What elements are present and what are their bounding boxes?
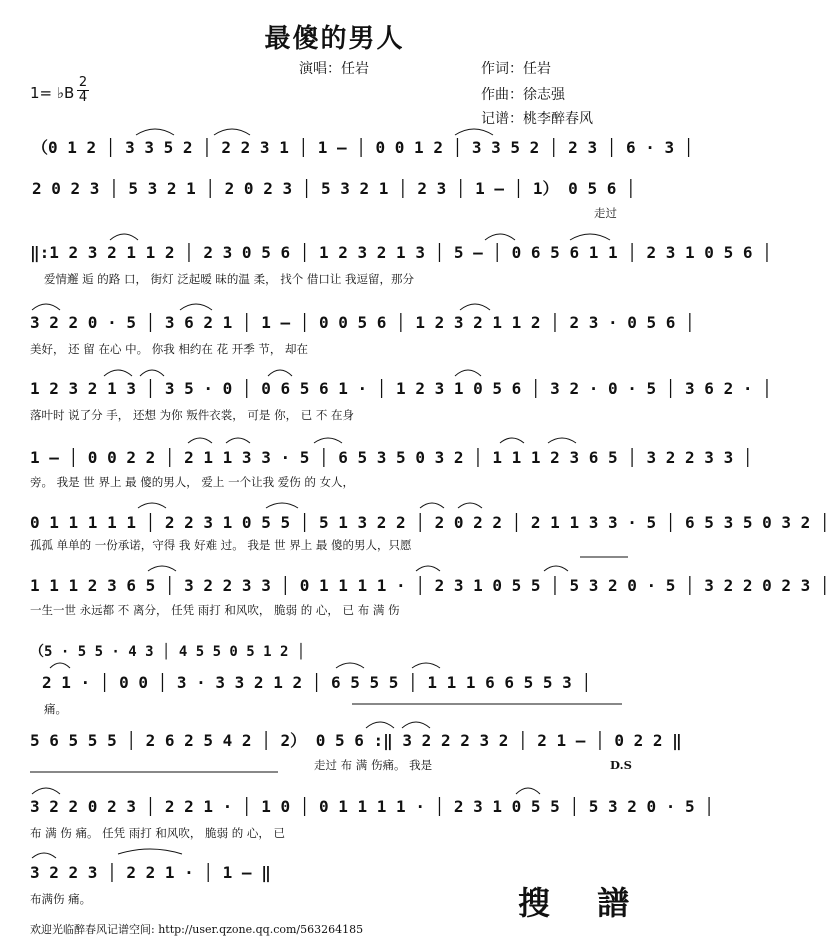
lyrics-line: 落叶时 说了分 手， 还想 为你 叛件衣裳， 可是 你， 已 不 在身 bbox=[30, 408, 355, 422]
transcriber-credit: 记谱：桃李醉春风 bbox=[481, 111, 593, 127]
lyricist-credit: 作词：任岩 bbox=[481, 61, 551, 77]
notes-line: 3 2 2 3 │ 2 2 1 · │ 1 – ‖ bbox=[30, 863, 271, 882]
soupu-logo: 搜 譜 bbox=[518, 884, 648, 922]
notes-line: 1 1 1 2 3 6 5 │ 3 2 2 3 3 │ 0 1 1 1 1 · │ 2 3 1 0 5 5 │ 5 3 2 0 · 5 │ 3 2 2 0 2 3 │ bbox=[30, 576, 830, 595]
lyrics-line: 布 满 伤 痛。 任凭 雨打 和风吹， 脆弱 的 心， 已 bbox=[30, 826, 286, 840]
notes-line: 3 2 2 0 2 3 │ 2 2 1 · │ 1 0 │ 0 1 1 1 1 · │ 2 3 1 0 5 5 │ 5 3 2 0 · 5 │ bbox=[30, 797, 714, 816]
notes-line: ‖:1 2 3 2 1 1 2 │ 2 3 0 5 6 │ 1 2 3 2 1 3 │ 5 – │ 0 6 5 6 1 1 │ 2 3 1 0 5 6 │ bbox=[30, 243, 772, 262]
slur-marks bbox=[0, 433, 669, 447]
time-signature-bottom: 4 bbox=[78, 90, 88, 105]
slur-marks bbox=[0, 228, 669, 242]
lyrics-line: 走过 bbox=[594, 206, 617, 220]
lyrics-line: 爱情邂 逅 的路 口， 街灯 泛起暧 昧的温 柔， 找个 借口让 我逗留，那分 bbox=[44, 272, 415, 286]
lyrics-line: 美好， 还 留 在心 中。 你我 相约在 花 开季 节， 却在 bbox=[30, 342, 309, 356]
lyrics-line: 布满伤 痛。 bbox=[30, 892, 92, 906]
notes-line: 1 – │ 0 0 2 2 │ 2 1 1 3 3 · 5 │ 6 5 3 5 0 3 2 │ 1 1 1 2 3 6 5 │ 3 2 2 3 3 │ bbox=[30, 448, 753, 467]
time-signature bbox=[77, 76, 89, 105]
notes-line: （0 1 2 │ 3 3 5 2 │ 2 2 3 1 │ 1 – │ 0 0 1 2 │ 3 3 5 2 │ 2 3 │ 6 · 3 │ bbox=[32, 138, 694, 157]
slur-marks bbox=[0, 364, 669, 378]
lyrics-line: 走过 布 满 伤痛。 我是 bbox=[314, 758, 433, 772]
dal-segno-mark: D.S bbox=[610, 758, 632, 772]
key-signature: 1= ♭B bbox=[30, 84, 75, 102]
slur-marks bbox=[0, 123, 669, 137]
slur-marks bbox=[0, 848, 669, 862]
slur-marks bbox=[0, 298, 669, 312]
notes-line: 0 1 1 1 1 1 │ 2 2 3 1 0 5 5 │ 5 1 3 2 2 │ 2 0 2 2 │ 2 1 1 3 3 · 5 │ 6 5 3 5 0 3 2 │ bbox=[30, 513, 830, 532]
song-title: 最傻的男人 bbox=[264, 24, 405, 54]
notes-line: 2 0 2 3 │ 5 3 2 1 │ 2 0 2 3 │ 5 3 2 1 │ 2 3 │ 1 – │ 1） 0 5 6 │ bbox=[32, 179, 636, 198]
singer-credit: 演唱：任岩 bbox=[299, 61, 369, 77]
slur-marks bbox=[0, 498, 669, 512]
slur-marks bbox=[0, 561, 669, 575]
lyrics-line: 孤孤 单单的 一份承诺，守得 我 好难 过。 我是 世 界上 最 傻的男人，只愿 bbox=[30, 538, 412, 552]
lyrics-line: 一生一世 永远都 不 离分， 任凭 雨打 和风吹， 脆弱 的 心， 已 布 满 伤 bbox=[30, 603, 400, 617]
notes-line: 5 6 5 5 5 │ 2 6 2 5 4 2 │ 2） 0 5 6 :‖ 3 2 2 2 3 2 │ 2 1 – │ 0 2 2 ‖ bbox=[30, 731, 682, 750]
lyrics-line: 旁。 我是 世 界上 最 傻的男人， 爱上 一个让我 爱伤 的 女人， bbox=[30, 475, 355, 489]
slur-marks bbox=[0, 658, 669, 672]
footer-url: 欢迎光临醉春风记谱空间: http://user.qzone.qq.com/563264185 bbox=[30, 923, 364, 936]
notes-line: 2 1 · │ 0 0 │ 3 · 3 3 2 1 2 │ 6 5 5 5 │ 1 1 1 6 6 5 5 3 │ bbox=[42, 673, 592, 692]
time-signature-top: 2 bbox=[78, 75, 88, 90]
notes-line: 1 2 3 2 1 3 │ 3 5 · 0 │ 0 6 5 6 1 · │ 1 2 3 1 0 5 6 │ 3 2 · 0 · 5 │ 3 6 2 · │ bbox=[30, 379, 772, 398]
composer-credit: 作曲：徐志强 bbox=[481, 87, 565, 103]
notes-line: （5 · 5 5 · 4 3 │ 4 5 5 0 5 1 2 │ bbox=[30, 644, 306, 660]
slur-marks bbox=[0, 782, 669, 796]
slur-marks bbox=[0, 716, 669, 730]
notes-line: 3 2 2 0 · 5 │ 3 6 2 1 │ 1 – │ 0 0 5 6 │ 1 2 3 2 1 1 2 │ 2 3 · 0 5 6 │ bbox=[30, 313, 695, 332]
lyrics-line: 痛。 bbox=[44, 702, 67, 716]
